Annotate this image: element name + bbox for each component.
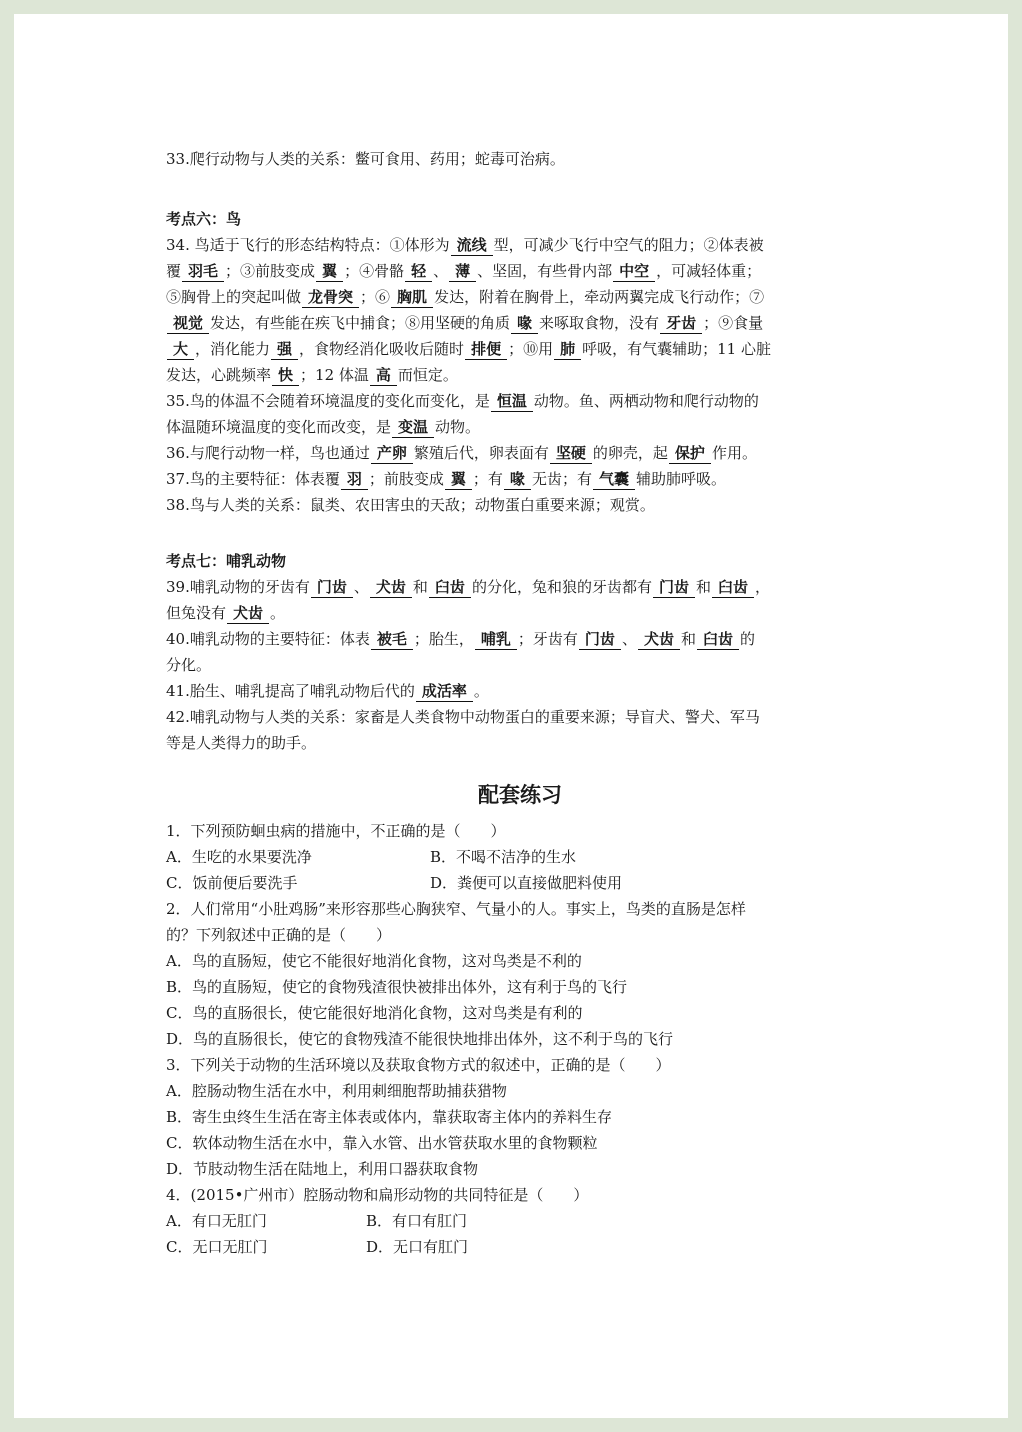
question-2-line-2: 的？下列叙述中正确的是（ ） bbox=[166, 926, 392, 944]
item-36: 36.与爬行动物一样，鸟也通过 产卵 繁殖后代，卵表面有 坚硬 的卵壳，起 保护 作用。 bbox=[166, 444, 757, 462]
item-33: 33.爬行动物与人类的关系：鳖可食用、药用；蛇毒可治病。 bbox=[166, 150, 565, 168]
answer-blank: 保护 bbox=[669, 443, 711, 464]
item-42-line-2: 等是人类得力的助手。 bbox=[166, 734, 317, 752]
option-d: D．无口有肛门 bbox=[366, 1238, 469, 1256]
answer-blank: 犬齿 bbox=[227, 603, 269, 624]
option-c: C．软体动物生活在水中，靠入水管、出水管获取水里的食物颗粒 bbox=[166, 1134, 598, 1152]
document-page bbox=[14, 14, 1008, 1418]
option-c: C．无口无肛门 bbox=[166, 1238, 268, 1256]
question-3: 3．下列关于动物的生活环境以及获取食物方式的叙述中，正确的是（ ） bbox=[166, 1056, 671, 1074]
option-d: D．节肢动物生活在陆地上，利用口器获取食物 bbox=[166, 1160, 479, 1178]
option-a: A．生吃的水果要洗净 bbox=[166, 848, 312, 866]
option-d: D．粪便可以直接做肥料使用 bbox=[430, 874, 623, 892]
item-34-line-2: 覆 羽毛 ；③前肢变成 翼 ；④骨骼 轻 、 薄 、坚固，有些骨内部 中空 ，可减轻体重； bbox=[166, 262, 762, 280]
question-4-options-row-1 bbox=[166, 1208, 874, 1234]
answer-blank: 羽 bbox=[341, 469, 368, 490]
answer-blank: 牙齿 bbox=[660, 313, 702, 334]
answer-blank: 喙 bbox=[504, 469, 531, 490]
option-a: A．腔肠动物生活在水中，利用刺细胞帮助捕获猎物 bbox=[166, 1082, 507, 1100]
question-4: 4．(2015•广州市）腔肠动物和扁形动物的共同特征是（ ） bbox=[166, 1186, 589, 1204]
answer-blank: 犬齿 bbox=[638, 629, 680, 650]
question-1-options-row-2 bbox=[166, 870, 874, 896]
option-c: C．饭前便后要洗手 bbox=[166, 874, 298, 892]
item-39-line-1: 39.哺乳动物的牙齿有 门齿 、 犬齿 和 臼齿 的分化，兔和狼的牙齿都有 门齿 和 臼齿 ， bbox=[166, 578, 771, 596]
answer-blank: 恒温 bbox=[491, 391, 533, 412]
section-heading-birds: 考点六：鸟 bbox=[166, 210, 242, 228]
option-b: B．寄生虫终生生活在寄主体表或体内，靠获取寄主体内的养料生存 bbox=[166, 1108, 613, 1126]
answer-blank: 门齿 bbox=[311, 577, 353, 598]
answer-blank: 胸肌 bbox=[391, 287, 433, 308]
item-34-line-3: ⑤胸骨上的突起叫做 龙骨突 ；⑥ 胸肌 发达，附着在胸骨上，牵动两翼完成飞行动作；⑦ bbox=[166, 288, 765, 306]
option-a: A．有口无肛门 bbox=[166, 1212, 267, 1230]
answer-blank: 哺乳 bbox=[475, 629, 517, 650]
answer-blank: 龙骨突 bbox=[302, 287, 359, 308]
question-4-options-row-2 bbox=[166, 1234, 874, 1260]
answer-blank: 翼 bbox=[445, 469, 472, 490]
item-40-line-2: 分化。 bbox=[166, 656, 212, 674]
item-40-line-1: 40.哺乳动物的主要特征：体表 被毛 ；胎生， 哺乳 ；牙齿有 门齿 、 犬齿 和 臼齿 的 bbox=[166, 630, 756, 648]
answer-blank: 视觉 bbox=[167, 313, 209, 334]
answer-blank: 高 bbox=[370, 365, 397, 386]
answer-blank: 臼齿 bbox=[712, 577, 754, 598]
option-a: A．鸟的直肠短，使它不能很好地消化食物，这对鸟类是不利的 bbox=[166, 952, 582, 970]
item-38: 38.鸟与人类的关系：鼠类、农田害虫的天敌；动物蛋白重要来源；观赏。 bbox=[166, 496, 655, 514]
answer-blank: 羽毛 bbox=[182, 261, 224, 282]
answer-blank: 大 bbox=[167, 339, 194, 360]
answer-blank: 排便 bbox=[465, 339, 507, 360]
question-1: 1．下列预防蛔虫病的措施中，不正确的是（ ） bbox=[166, 822, 506, 840]
section-heading-mammals: 考点七：哺乳动物 bbox=[166, 552, 287, 570]
answer-blank: 坚硬 bbox=[550, 443, 592, 464]
option-d: D．鸟的直肠很长，使它的食物残渣不能很快地排出体外，这不利于鸟的飞行 bbox=[166, 1030, 674, 1048]
answer-blank: 薄 bbox=[449, 261, 476, 282]
answer-blank: 变温 bbox=[392, 417, 434, 438]
exercise-title: 配套练习 bbox=[478, 783, 562, 807]
item-34-line-5: 大 ，消化能力 强 ，食物经消化吸收后随时 排便 ；⑩用 肺 呼吸，有气囊辅助；11 心脏 bbox=[166, 336, 874, 362]
answer-blank: 气囊 bbox=[593, 469, 635, 490]
item-34-line-6: 发达，心跳频率 快 ；12 体温 高 而恒定。 bbox=[166, 366, 458, 384]
item-35-line-2: 体温随环境温度的变化而改变，是 变温 动物。 bbox=[166, 418, 481, 436]
option-b: B．不喝不洁净的生水 bbox=[430, 848, 577, 866]
item-37: 37.鸟的主要特征：体表覆 羽 ；前肢变成 翼 ；有 喙 无齿；有 气囊 辅助肺呼吸。 bbox=[166, 470, 726, 488]
answer-blank: 门齿 bbox=[653, 577, 695, 598]
answer-blank: 臼齿 bbox=[429, 577, 471, 598]
answer-blank: 快 bbox=[272, 365, 299, 386]
answer-blank: 肺 bbox=[554, 339, 581, 360]
item-35-line-1: 35.鸟的体温不会随着环境温度的变化而变化，是 恒温 动物。鱼、两栖动物和爬行动物的 bbox=[166, 392, 759, 410]
answer-blank: 喙 bbox=[511, 313, 538, 334]
option-b: B．鸟的直肠短，使它的食物残渣很快被排出体外，这有利于鸟的飞行 bbox=[166, 978, 628, 996]
answer-blank: 被毛 bbox=[371, 629, 413, 650]
answer-blank: 成活率 bbox=[416, 681, 473, 702]
item-39-line-2: 但兔没有 犬齿 。 bbox=[166, 604, 286, 622]
item-34-line-4: 视觉 发达，有些能在疾飞中捕食；⑧用坚硬的角质 喙 来啄取食物，没有 牙齿 ；⑨食量 bbox=[166, 310, 874, 336]
item-42-line-1: 42.哺乳动物与人类的关系：家畜是人类食物中动物蛋白的重要来源；导盲犬、警犬、军马 bbox=[166, 708, 760, 726]
answer-blank: 门齿 bbox=[579, 629, 621, 650]
answer-blank: 产卵 bbox=[371, 443, 413, 464]
item-34-line-1: 34. 鸟适于飞行的形态结构特点：①体形为 流线 型，可减少飞行中空气的阻力；②体表被 bbox=[166, 236, 764, 254]
answer-blank: 中空 bbox=[613, 261, 655, 282]
document-content bbox=[166, 146, 874, 1260]
question-1-options-row-1 bbox=[166, 844, 874, 870]
answer-blank: 翼 bbox=[316, 261, 343, 282]
option-c: C．鸟的直肠很长，使它能很好地消化食物，这对鸟类是有利的 bbox=[166, 1004, 583, 1022]
answer-blank: 犬齿 bbox=[370, 577, 412, 598]
option-b: B．有口有肛门 bbox=[366, 1212, 468, 1230]
answer-blank: 轻 bbox=[405, 261, 432, 282]
item-41: 41.胎生、哺乳提高了哺乳动物后代的 成活率 。 bbox=[166, 682, 489, 700]
answer-blank: 强 bbox=[271, 339, 298, 360]
question-2-line-1: 2．人们常用“小肚鸡肠”来形容那些心胸狭窄、气量小的人。事实上，鸟类的直肠是怎样 bbox=[166, 900, 746, 918]
answer-blank: 臼齿 bbox=[697, 629, 739, 650]
answer-blank: 流线 bbox=[451, 235, 493, 256]
